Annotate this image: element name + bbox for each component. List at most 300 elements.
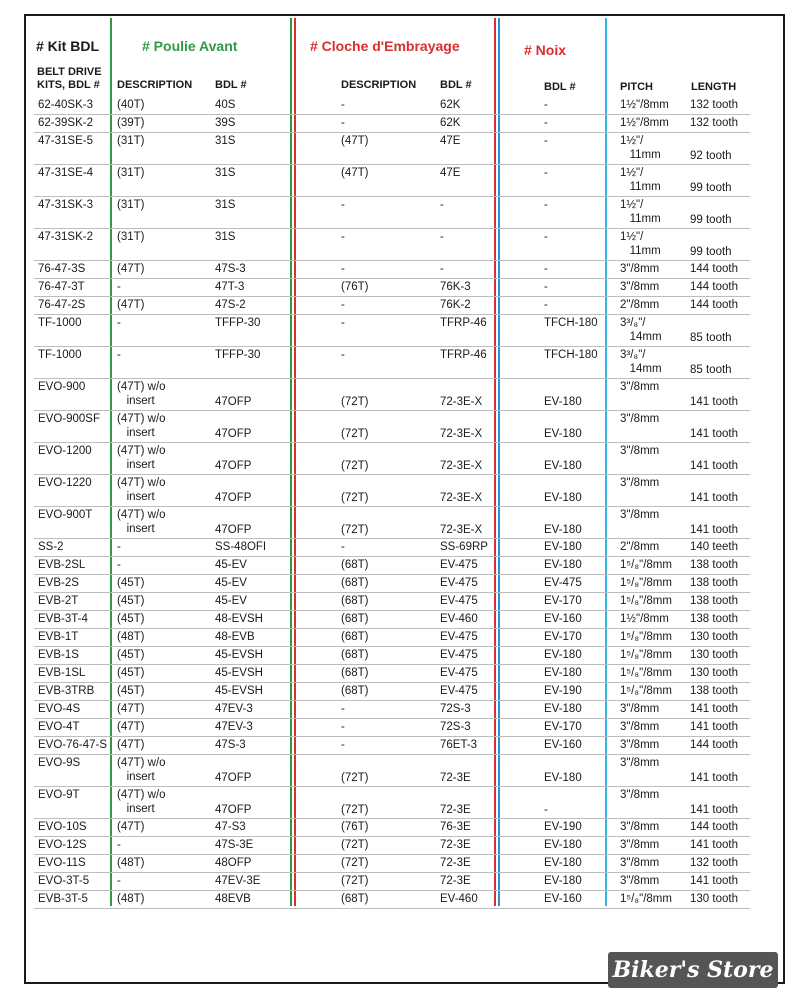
pitch-cell: 3³/₈"/ 14mm <box>620 317 662 343</box>
length-cell: 130 tooth <box>690 893 738 905</box>
bdl2-cell: 72-3E-X <box>440 396 483 408</box>
desc2-cell: (72T) <box>341 524 369 536</box>
desc2-cell: - <box>341 231 345 243</box>
length-cell: 141 tooth <box>690 703 738 715</box>
bdl3-cell: EV-180 <box>544 460 582 472</box>
bdl1-cell: 47OFP <box>215 772 252 784</box>
table-row <box>34 574 750 593</box>
bdl3-cell: - <box>544 167 548 179</box>
pitch-cell: 2"/8mm <box>620 541 660 553</box>
table-row <box>34 196 750 229</box>
bdl2-cell: TFRP-46 <box>440 349 487 361</box>
length-cell: 132 tooth <box>690 117 738 129</box>
bdl3-cell: EV-190 <box>544 821 582 833</box>
bdl2-cell: 72-3E <box>440 857 471 869</box>
length-cell: 132 tooth <box>690 99 738 111</box>
desc1-sub-cell: insert <box>117 771 155 783</box>
bdl1-cell: TFFP-30 <box>215 349 261 361</box>
bdl2-cell: - <box>440 231 444 243</box>
table-row <box>34 506 750 539</box>
desc2-cell: (72T) <box>341 839 369 851</box>
desc1-cell: - <box>117 317 121 329</box>
bdl1-cell: 45-EVSH <box>215 667 263 679</box>
table-row <box>34 228 750 261</box>
bdl1-cell: 47OFP <box>215 492 252 504</box>
table-row <box>34 278 750 297</box>
bdl1-cell: 47EV-3 <box>215 703 253 715</box>
length-cell: 138 tooth <box>690 577 738 589</box>
bdl3-cell: - <box>544 299 548 311</box>
bdl3-cell: EV-180 <box>544 649 582 661</box>
table-row <box>34 628 750 647</box>
desc1-sub-cell: insert <box>117 459 155 471</box>
bdl2-cell: 62K <box>440 117 461 129</box>
kit-cell: 47-31SK-2 <box>38 231 93 243</box>
table-row <box>34 736 750 755</box>
bdl1-cell: 47OFP <box>215 396 252 408</box>
kit-cell: EVB-1S <box>38 649 79 661</box>
desc2-cell: - <box>341 541 345 553</box>
desc1-cell: (47T) w/o <box>117 413 166 425</box>
bdl3-cell: EV-180 <box>544 839 582 851</box>
bdl1-cell: 48EVB <box>215 893 251 905</box>
pitch-cell: 1⁵/₈"/8mm <box>620 559 672 571</box>
desc1-cell: (47T) <box>117 299 145 311</box>
table-row <box>34 646 750 665</box>
table-row <box>34 538 750 557</box>
bdl2-cell: 47E <box>440 167 461 179</box>
length-cell: 130 tooth <box>690 667 738 679</box>
bdl3-cell: EV-160 <box>544 613 582 625</box>
desc1-cell: (47T) w/o <box>117 445 166 457</box>
kit-cell: TF-1000 <box>38 317 82 329</box>
kit-cell: 62-40SK-3 <box>38 99 93 111</box>
group-header-cloche: # Cloche d'Embrayage <box>310 38 460 54</box>
table-row <box>34 96 750 115</box>
desc1-cell: - <box>117 281 121 293</box>
pitch-cell: 1½"/ 11mm <box>620 231 661 257</box>
length-cell: 141 tooth <box>690 524 738 536</box>
bdl3-cell: EV-180 <box>544 492 582 504</box>
pitch-cell: 3"/8mm <box>620 839 660 851</box>
desc1-cell: - <box>117 541 121 553</box>
bdl3-cell: - <box>544 281 548 293</box>
desc1-cell: (47T) <box>117 263 145 275</box>
bdl3-cell: EV-475 <box>544 577 582 589</box>
pitch-cell: 3"/8mm <box>620 381 660 393</box>
kit-cell: EVO-1220 <box>38 477 92 489</box>
table-row <box>34 314 750 347</box>
desc2-cell: (72T) <box>341 428 369 440</box>
desc2-cell: (72T) <box>341 875 369 887</box>
pitch-cell: 3"/8mm <box>620 477 660 489</box>
table-row <box>34 664 750 683</box>
table-row <box>34 260 750 279</box>
table-row <box>34 872 750 891</box>
bdl2-cell: 76ET-3 <box>440 739 478 751</box>
bdl3-cell: TFCH-180 <box>544 317 598 329</box>
desc2-cell: - <box>341 739 345 751</box>
length-cell: 130 tooth <box>690 631 738 643</box>
pitch-cell: 1½"/8mm <box>620 613 669 625</box>
table-row <box>34 164 750 197</box>
table-row <box>34 474 750 507</box>
bdl3-cell: EV-180 <box>544 428 582 440</box>
pitch-cell: 3"/8mm <box>620 857 660 869</box>
table-row <box>34 114 750 133</box>
kit-cell: EVB-1T <box>38 631 79 643</box>
table-row <box>34 296 750 315</box>
desc2-cell: (68T) <box>341 667 369 679</box>
desc1-cell: (45T) <box>117 613 145 625</box>
table-row <box>34 556 750 575</box>
desc2-cell: (68T) <box>341 893 369 905</box>
pitch-cell: 1½"/ 11mm <box>620 199 661 225</box>
col-header-bdl1: BDL # <box>215 79 247 91</box>
kit-cell: 76-47-3T <box>38 281 85 293</box>
kit-cell: SS-2 <box>38 541 64 553</box>
bdl3-cell: - <box>544 231 548 243</box>
pitch-cell: 3"/8mm <box>620 263 660 275</box>
bdl1-cell: 39S <box>215 117 236 129</box>
length-cell: 138 tooth <box>690 613 738 625</box>
desc2-cell: - <box>341 349 345 361</box>
table-row <box>34 718 750 737</box>
bdl2-cell: 72S-3 <box>440 703 471 715</box>
pitch-cell: 1⁵/₈"/8mm <box>620 649 672 661</box>
desc1-cell: (45T) <box>117 667 145 679</box>
bdl1-cell: 45-EVSH <box>215 649 263 661</box>
kit-cell: EVO-11S <box>38 857 86 869</box>
bdl1-cell: 47EV-3E <box>215 875 261 887</box>
pitch-cell: 1⁵/₈"/8mm <box>620 893 672 905</box>
col-header-length: LENGTH <box>691 81 737 93</box>
bdl2-cell: 72-3E-X <box>440 492 483 504</box>
bdl2-cell: EV-475 <box>440 649 478 661</box>
desc1-cell: - <box>117 875 121 887</box>
bdl3-cell: EV-170 <box>544 595 582 607</box>
pitch-cell: 1⁵/₈"/8mm <box>620 685 672 697</box>
bdl1-cell: 47EV-3 <box>215 721 253 733</box>
bdl3-cell: - <box>544 135 548 147</box>
desc1-cell: (45T) <box>117 577 145 589</box>
bdl1-cell: 31S <box>215 199 236 211</box>
desc1-cell: (47T) <box>117 703 145 715</box>
kit-cell: 76-47-2S <box>38 299 86 311</box>
length-cell: 141 tooth <box>690 396 738 408</box>
desc1-cell: (47T) <box>117 739 145 751</box>
desc2-cell: (68T) <box>341 685 369 697</box>
bdl2-cell: SS-69RP <box>440 541 488 553</box>
table-row <box>34 700 750 719</box>
kit-cell: EVB-2SL <box>38 559 86 571</box>
desc1-cell: (47T) w/o <box>117 509 166 521</box>
length-cell: 141 tooth <box>690 875 738 887</box>
desc1-sub-cell: insert <box>117 803 155 815</box>
desc1-cell: - <box>117 559 121 571</box>
length-cell: 92 tooth <box>690 150 732 162</box>
bdl1-cell: 45-EV <box>215 559 247 571</box>
pitch-cell: 1½"/ 11mm <box>620 167 661 193</box>
kit-cell: EVO-900SF <box>38 413 100 425</box>
desc1-cell: (31T) <box>117 199 145 211</box>
desc2-cell: (72T) <box>341 492 369 504</box>
kit-cell: EVO-3T-5 <box>38 875 90 887</box>
bdl3-cell: - <box>544 99 548 111</box>
bdl1-cell: 48-EVB <box>215 631 255 643</box>
pitch-cell: 3"/8mm <box>620 509 660 521</box>
kit-cell: EVO-900 <box>38 381 86 393</box>
bdl2-cell: 62K <box>440 99 461 111</box>
biker-store-watermark: Biker's Store <box>608 952 778 988</box>
pitch-cell: 1½"/8mm <box>620 99 669 111</box>
desc2-cell: (68T) <box>341 577 369 589</box>
length-cell: 138 tooth <box>690 559 738 571</box>
col-header-kit-line1: BELT DRIVE <box>37 66 102 78</box>
desc1-cell: (47T) w/o <box>117 757 166 769</box>
bdl2-cell: 72-3E <box>440 875 471 887</box>
desc1-cell: (45T) <box>117 685 145 697</box>
bdl3-cell: EV-180 <box>544 559 582 571</box>
length-cell: 132 tooth <box>690 857 738 869</box>
desc2-cell: - <box>341 721 345 733</box>
length-cell: 140 teeth <box>690 541 738 553</box>
bdl3-cell: EV-180 <box>544 396 582 408</box>
table-row <box>34 854 750 873</box>
bdl1-cell: 47T-3 <box>215 281 245 293</box>
bdl3-cell: EV-180 <box>544 524 582 536</box>
desc2-cell: - <box>341 317 345 329</box>
bdl1-cell: 48OFP <box>215 857 252 869</box>
pitch-cell: 3"/8mm <box>620 739 660 751</box>
pitch-cell: 1½"/ 11mm <box>620 135 661 161</box>
desc1-cell: (47T) w/o <box>117 477 166 489</box>
length-cell: 141 tooth <box>690 721 738 733</box>
kit-cell: EVB-3T-4 <box>38 613 88 625</box>
bdl1-cell: 47-S3 <box>215 821 246 833</box>
bdl3-cell: - <box>544 199 548 211</box>
table-row <box>34 786 750 819</box>
desc1-cell: (39T) <box>117 117 145 129</box>
kit-cell: EVB-1SL <box>38 667 86 679</box>
desc2-cell: - <box>341 117 345 129</box>
pitch-cell: 2"/8mm <box>620 299 660 311</box>
desc1-cell: - <box>117 839 121 851</box>
desc1-cell: (47T) <box>117 721 145 733</box>
bdl2-cell: 47E <box>440 135 461 147</box>
desc1-cell: (45T) <box>117 649 145 661</box>
length-cell: 85 tooth <box>690 332 732 344</box>
bdl3-cell: EV-160 <box>544 893 582 905</box>
length-cell: 85 tooth <box>690 364 732 376</box>
bdl1-cell: 48-EVSH <box>215 613 263 625</box>
bdl2-cell: 72-3E-X <box>440 524 483 536</box>
kit-cell: 47-31SE-4 <box>38 167 93 179</box>
bdl2-cell: EV-475 <box>440 559 478 571</box>
kit-cell: EVO-4S <box>38 703 81 715</box>
length-cell: 144 tooth <box>690 739 738 751</box>
bdl1-cell: 47S-3 <box>215 739 246 751</box>
desc2-cell: - <box>341 263 345 275</box>
bdl2-cell: TFRP-46 <box>440 317 487 329</box>
bdl3-cell: EV-180 <box>544 857 582 869</box>
desc1-sub-cell: insert <box>117 523 155 535</box>
length-cell: 141 tooth <box>690 772 738 784</box>
table-row <box>34 890 750 909</box>
desc2-cell: (68T) <box>341 595 369 607</box>
bdl3-cell: - <box>544 263 548 275</box>
desc2-cell: (68T) <box>341 613 369 625</box>
desc2-cell: (68T) <box>341 631 369 643</box>
bdl2-cell: EV-475 <box>440 577 478 589</box>
bdl1-cell: 47S-3E <box>215 839 254 851</box>
pitch-cell: 3"/8mm <box>620 413 660 425</box>
desc1-sub-cell: insert <box>117 427 155 439</box>
bdl1-cell: 47S-3 <box>215 263 246 275</box>
desc2-cell: (68T) <box>341 559 369 571</box>
desc2-cell: (47T) <box>341 135 369 147</box>
desc2-cell: (72T) <box>341 396 369 408</box>
length-cell: 141 tooth <box>690 839 738 851</box>
desc2-cell: - <box>341 703 345 715</box>
kit-cell: EVO-1200 <box>38 445 92 457</box>
desc2-cell: (72T) <box>341 460 369 472</box>
desc1-cell: - <box>117 349 121 361</box>
kit-cell: 47-31SK-3 <box>38 199 93 211</box>
bdl3-cell: EV-170 <box>544 631 582 643</box>
bdl2-cell: 72-3E-X <box>440 428 483 440</box>
bdl2-cell: EV-475 <box>440 685 478 697</box>
bdl2-cell: 72-3E <box>440 772 471 784</box>
pitch-cell: 3"/8mm <box>620 445 660 457</box>
desc2-cell: - <box>341 199 345 211</box>
table-row <box>34 818 750 837</box>
desc1-cell: (47T) <box>117 821 145 833</box>
length-cell: 99 tooth <box>690 182 732 194</box>
length-cell: 138 tooth <box>690 595 738 607</box>
bdl1-cell: 47OFP <box>215 460 252 472</box>
kit-cell: EVO-900T <box>38 509 93 521</box>
col-header-desc2: DESCRIPTION <box>341 79 417 91</box>
desc1-cell: (31T) <box>117 231 145 243</box>
bdl1-cell: 45-EV <box>215 595 247 607</box>
kit-cell: TF-1000 <box>38 349 82 361</box>
group-header-poulie: # Poulie Avant <box>142 38 238 54</box>
pitch-cell: 1⁵/₈"/8mm <box>620 631 672 643</box>
bdl1-cell: 31S <box>215 135 236 147</box>
desc2-cell: (76T) <box>341 821 369 833</box>
bdl3-cell: EV-180 <box>544 875 582 887</box>
kit-cell: EVB-3TRB <box>38 685 95 697</box>
bdl3-cell: EV-170 <box>544 721 582 733</box>
table-row <box>34 132 750 165</box>
length-cell: 141 tooth <box>690 460 738 472</box>
bdl3-cell: - <box>544 804 548 816</box>
bdl2-cell: 72-3E-X <box>440 460 483 472</box>
table-row <box>34 442 750 475</box>
bdl2-cell: EV-475 <box>440 595 478 607</box>
bdl3-cell: EV-180 <box>544 703 582 715</box>
length-cell: 138 tooth <box>690 685 738 697</box>
pitch-cell: 3³/₈"/ 14mm <box>620 349 662 375</box>
table-row <box>34 346 750 379</box>
bdl2-cell: 76-3E <box>440 821 471 833</box>
desc1-sub-cell: insert <box>117 395 155 407</box>
bdl1-cell: 31S <box>215 231 236 243</box>
kit-cell: EVO-9S <box>38 757 81 769</box>
length-cell: 144 tooth <box>690 263 738 275</box>
length-cell: 130 tooth <box>690 649 738 661</box>
pitch-cell: 3"/8mm <box>620 703 660 715</box>
bdl2-cell: 76K-2 <box>440 299 471 311</box>
pitch-cell: 1½"/8mm <box>620 117 669 129</box>
kit-cell: EVO-10S <box>38 821 87 833</box>
pitch-cell: 3"/8mm <box>620 281 660 293</box>
length-cell: 99 tooth <box>690 246 732 258</box>
desc2-cell: (72T) <box>341 857 369 869</box>
desc1-cell: (31T) <box>117 167 145 179</box>
desc2-cell: (72T) <box>341 804 369 816</box>
bdl2-cell: EV-460 <box>440 893 478 905</box>
col-header-bdl2: BDL # <box>440 79 472 91</box>
desc1-cell: (40T) <box>117 99 145 111</box>
desc2-cell: (76T) <box>341 281 369 293</box>
col-header-bdl3: BDL # <box>544 81 576 93</box>
desc1-cell: (31T) <box>117 135 145 147</box>
bdl2-cell: EV-460 <box>440 613 478 625</box>
bdl1-cell: 31S <box>215 167 236 179</box>
table-row <box>34 754 750 787</box>
table-row <box>34 836 750 855</box>
bdl2-cell: 76K-3 <box>440 281 471 293</box>
bdl1-cell: 47OFP <box>215 524 252 536</box>
pitch-cell: 3"/8mm <box>620 721 660 733</box>
bdl2-cell: 72S-3 <box>440 721 471 733</box>
length-cell: 144 tooth <box>690 281 738 293</box>
table-row <box>34 378 750 411</box>
pitch-cell: 1⁵/₈"/8mm <box>620 595 672 607</box>
bdl1-cell: TFFP-30 <box>215 317 261 329</box>
desc1-cell: (45T) <box>117 595 145 607</box>
desc2-cell: - <box>341 99 345 111</box>
bdl3-cell: TFCH-180 <box>544 349 598 361</box>
kit-cell: EVB-3T-5 <box>38 893 88 905</box>
group-header-noix: # Noix <box>524 42 567 58</box>
length-cell: 144 tooth <box>690 821 738 833</box>
table-row <box>34 410 750 443</box>
bdl1-cell: 45-EVSH <box>215 685 263 697</box>
bdl3-cell: EV-180 <box>544 772 582 784</box>
bdl1-cell: 45-EV <box>215 577 247 589</box>
kit-cell: EVO-9T <box>38 789 80 801</box>
bdl3-cell: EV-160 <box>544 739 582 751</box>
desc1-cell: (48T) <box>117 893 145 905</box>
bdl1-cell: 47OFP <box>215 428 252 440</box>
length-cell: 141 tooth <box>690 428 738 440</box>
bdl2-cell: EV-475 <box>440 667 478 679</box>
bdl3-cell: EV-190 <box>544 685 582 697</box>
desc1-cell: (48T) <box>117 631 145 643</box>
table-row <box>34 682 750 701</box>
bdl1-cell: 47S-2 <box>215 299 246 311</box>
length-cell: 141 tooth <box>690 804 738 816</box>
kit-cell: EVO-4T <box>38 721 80 733</box>
bdl1-cell: 47OFP <box>215 804 252 816</box>
pitch-cell: 3"/8mm <box>620 821 660 833</box>
kit-cell: 62-39SK-2 <box>38 117 93 129</box>
pitch-cell: 3"/8mm <box>620 757 660 769</box>
length-cell: 141 tooth <box>690 492 738 504</box>
